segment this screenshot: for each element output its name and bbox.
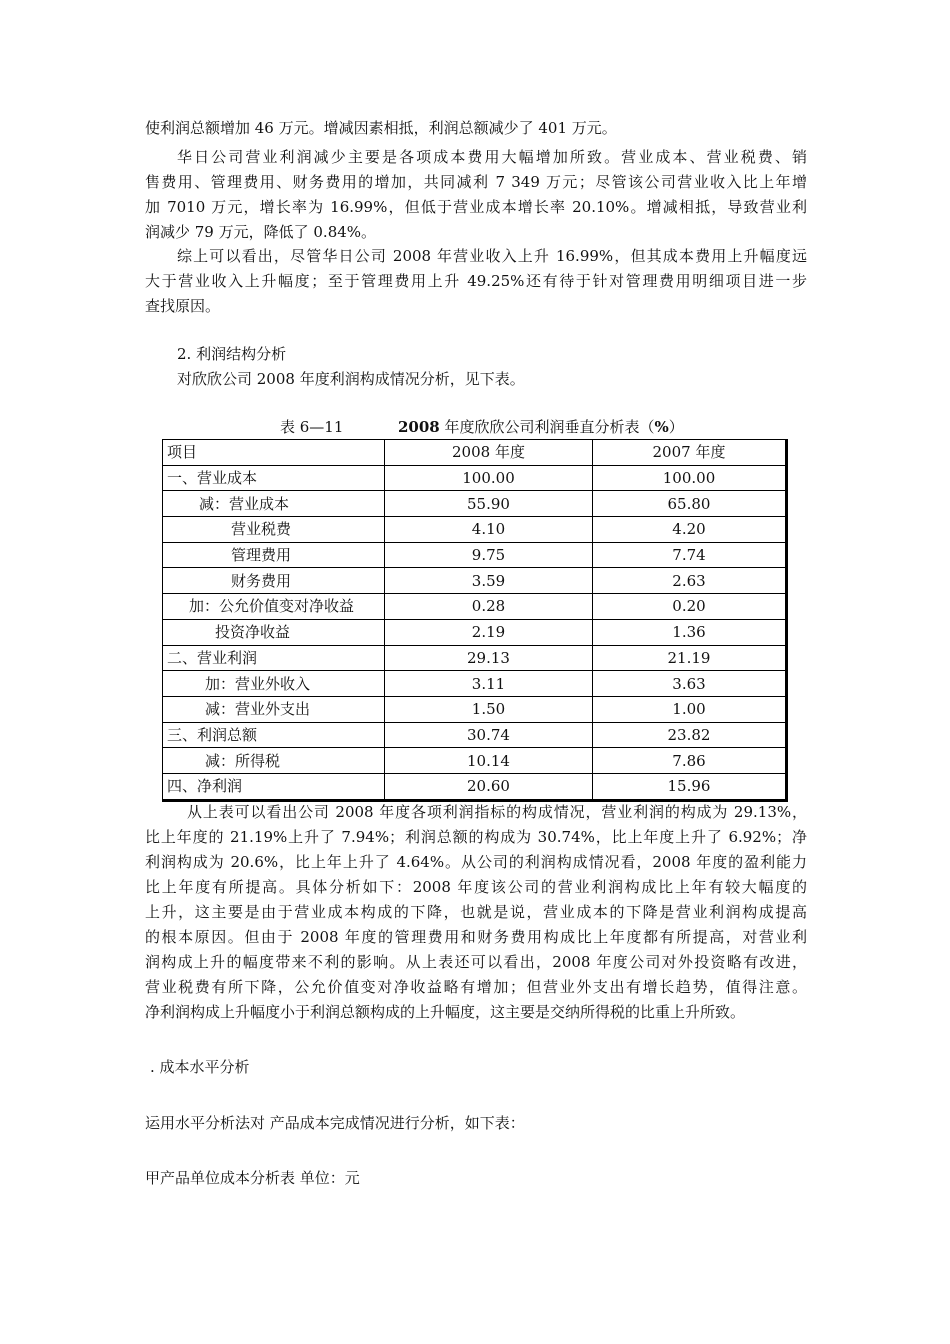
header-2008: 2008 年度 [385,440,593,466]
paragraph-line: 比上年度的 21.19%上升了 7.94%；利润总额的构成为 30.74%，比上年度上升了 6.92%；净 [145,828,807,846]
row-2008: 4.10 [385,517,593,543]
paragraph-line: 加 7010 万元，增长率为 16.99%，但低于营业成本增长率 20.10%。增减相抵，导致营业利 [145,198,807,216]
paragraph-line: 的根本原因。但由于 2008 年度的管理费用和财务费用构成比上年度都有所提高，对营业利 [145,928,807,946]
table-title: 2008 年度欣欣公司利润垂直分析表（%） [398,418,684,436]
table-row [163,568,787,594]
paragraph-line: 大于营业收入上升幅度；至于管理费用上升 49.25%还有待于针对管理费用明细项目进一步 [145,272,807,290]
paragraph-line: 华日公司营业利润减少主要是各项成本费用大幅增加所致。营业成本、营业税费、销 [177,148,807,166]
table-row [163,748,787,774]
row-2007: 7.74 [593,542,787,568]
row-2007: 1.00 [593,696,787,722]
section-intro: 对欣欣公司 2008 年度利润构成情况分析，见下表。 [177,370,525,388]
row-2008: 1.50 [385,696,593,722]
row-2007: 23.82 [593,722,787,748]
table-row [163,594,787,620]
table-row [163,645,787,671]
row-2008: 100.00 [385,465,593,491]
paragraph-line: 上升，这主要是由于营业成本构成的下降，也就是说，营业成本的下降是营业利润构成提高 [145,903,807,921]
row-2008: 2.19 [385,619,593,645]
table-row [163,517,787,543]
row-2007: 0.20 [593,594,787,620]
row-2008: 55.90 [385,491,593,517]
row-2007: 4.20 [593,517,787,543]
table-row [163,491,787,517]
row-2008: 10.14 [385,748,593,774]
paragraph-line: 使利润总额增加 46 万元。增减因素相抵，利润总额减少了 401 万元。 [145,119,617,137]
row-item: 减：营业成本 [163,491,385,517]
row-item: 管理费用 [163,542,385,568]
table-row [163,722,787,748]
row-2007: 3.63 [593,671,787,697]
row-2007: 100.00 [593,465,787,491]
paragraph-line: 营业税费有所下降，公允价值变对净收益略有增加；但营业外支出有增长趋势，值得注意。 [145,978,807,996]
profit-vertical-analysis-table [162,439,788,802]
table-row [163,671,787,697]
row-2007: 65.80 [593,491,787,517]
paragraph-line: 从上表可以看出公司 2008 年度各项利润指标的构成情况，营业利润的构成为 29.13%， [187,803,807,821]
row-2007: 7.86 [593,748,787,774]
row-2008: 29.13 [385,645,593,671]
row-item: 一、营业成本 [163,465,385,491]
table-row [163,696,787,722]
paragraph-line: 润减少 79 万元，降低了 0.84%。 [145,223,377,241]
paragraph-line: 比上年度有所提高。具体分析如下：2008 年度该公司的营业利润构成比上年有较大幅度的 [145,878,807,896]
row-2008: 9.75 [385,542,593,568]
row-2008: 3.11 [385,671,593,697]
row-2007: 21.19 [593,645,787,671]
table-caption [280,416,684,437]
table-row [163,773,787,800]
table-number: 表 6—11 [280,418,344,436]
row-item: 减：营业外支出 [163,696,385,722]
section-heading: 2. 利润结构分析 [177,345,287,363]
row-item: 三、利润总额 [163,722,385,748]
row-item: 减：所得税 [163,748,385,774]
header-2007: 2007 年度 [593,440,787,466]
row-item: 投资净收益 [163,619,385,645]
section-heading: . 成本水平分析 [150,1058,250,1076]
table-row [163,542,787,568]
row-2007: 15.96 [593,773,787,800]
paragraph-line: 查找原因。 [145,297,221,315]
row-2007: 1.36 [593,619,787,645]
row-2008: 3.59 [385,568,593,594]
table-caption: 甲产品单位成本分析表 单位：元 [145,1169,360,1187]
row-item: 财务费用 [163,568,385,594]
row-item: 四、净利润 [163,773,385,800]
row-2007: 2.63 [593,568,787,594]
paragraph-line: 净利润构成上升幅度小于利润总额构成的上升幅度，这主要是交纳所得税的比重上升所致。 [145,1003,746,1021]
row-2008: 30.74 [385,722,593,748]
row-item: 加：营业外收入 [163,671,385,697]
table-row [163,619,787,645]
paragraph-line: 利润构成为 20.6%，比上年上升了 4.64%。从公司的利润构成情况看，2008 年度的盈利能力 [145,853,807,871]
row-item: 加：公允价值变对净收益 [163,594,385,620]
row-item: 营业税费 [163,517,385,543]
row-2008: 20.60 [385,773,593,800]
table-row [163,465,787,491]
header-item: 项目 [163,440,385,466]
row-2008: 0.28 [385,594,593,620]
table-header-row [163,440,787,466]
row-item: 二、营业利润 [163,645,385,671]
paragraph-line: 售费用、管理费用、财务费用的增加，共同减利 7 349 万元；尽管该公司营业收入比上年增 [145,173,807,191]
section-intro: 运用水平分析法对 产品成本完成情况进行分析，如下表： [145,1114,525,1132]
paragraph-line: 润构成上升的幅度带来不利的影响。从上表还可以看出，2008 年度公司对外投资略有改进， [145,953,807,971]
paragraph-line: 综上可以看出，尽管华日公司 2008 年营业收入上升 16.99%，但其成本费用上升幅度远 [177,247,807,265]
